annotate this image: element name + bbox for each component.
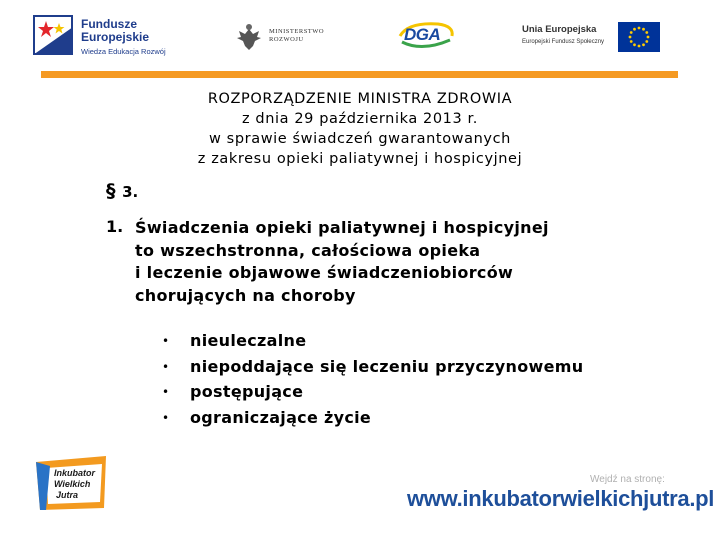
dga-logo-text: DGA [404,25,441,44]
bullet-icon: • [162,410,170,425]
fe-logo-line1: Fundusze [81,17,137,31]
title-line-2: z dnia 29 października 2013 r. [242,111,478,127]
title-line-4: z zakresu opieki paliatywnej i hospicyjnej [197,151,523,167]
footer-note: Wejdź na stronę: [590,474,665,485]
inkubator-line3: Jutra [56,490,79,500]
item-text [135,217,549,307]
bullet-icon: • [162,385,170,399]
header-divider [41,71,678,78]
ministry-logo-line2: ROZWOJU [269,36,304,43]
regulation-title [110,89,610,169]
title-line-1: ROZPORZĄDZENIE MINISTRA ZDROWIA [207,91,513,107]
item-line-2: to wszechstronna, całościowa opieka [135,240,481,260]
polish-eagle-icon [236,22,262,52]
inkubator-line2: Wielkich [54,479,91,489]
website-link[interactable]: www.inkubatorwielkichjutra.pl [407,486,715,511]
bullet-text: niepoddające się leczeniu przyczynowemu [190,356,584,376]
dga-logo [398,20,456,52]
eu-logo-line2: Europejski Fundusz Społeczny [522,39,605,45]
unia-europejska-logo [522,20,662,54]
bullet-icon: • [162,359,170,374]
bullet-icon: • [162,334,170,348]
title-line-3: w sprawie świadczeń gwarantowanych [209,131,511,147]
bullet-text: ograniczające życie [190,407,372,427]
ministerstwo-rozwoju-logo [236,22,336,52]
fundusze-europejskie-logo [33,15,173,57]
inkubator-logo-icon [32,452,112,514]
item-line-3: i leczenie objawowe świadczeniobiorców [135,263,514,282]
inkubator-line1: Inkubator [54,468,96,478]
ministry-logo-line1: MINISTERSTWO [269,28,325,35]
section-heading [106,180,138,202]
fundusze-europejskie-star-icon [33,15,73,55]
fe-logo-line3: Wiedza Edukacja Rozwój [81,47,166,56]
item-number: 1. [106,217,124,236]
section-symbol: § [106,180,116,202]
item-line-4: chorujących na choroby [135,285,356,305]
fe-logo-line2: Europejskie [81,30,150,44]
eu-flag-icon [618,22,660,52]
bullet-text: postępujące [190,382,304,401]
eu-logo-line1: Unia Europejska [522,24,597,35]
section-number: 3. [122,183,139,201]
inkubator-wielkich-jutra-logo [32,452,112,514]
bullet-text: nieuleczalne [190,331,307,350]
item-line-1: Świadczenia opieki paliatywnej i hospicyjnej [135,218,549,237]
